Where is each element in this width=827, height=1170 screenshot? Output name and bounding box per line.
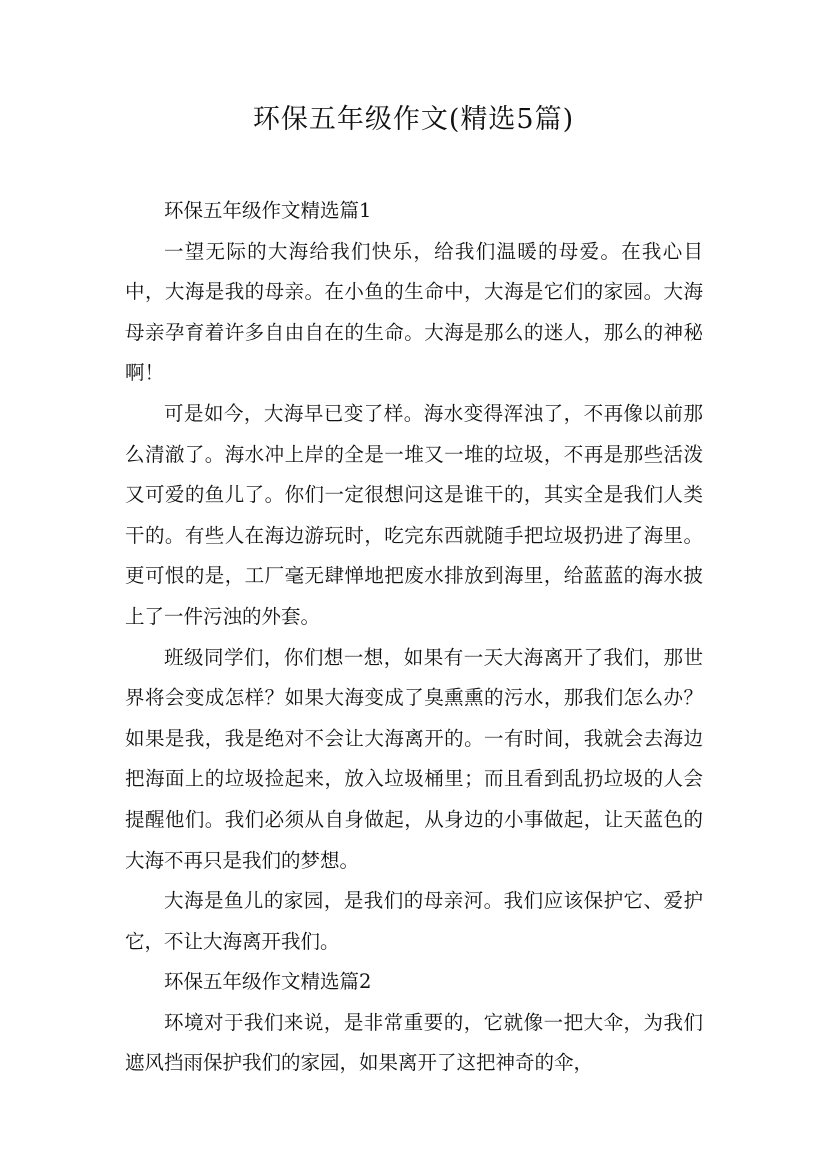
paragraph: 班级同学们，你们想一想，如果有一天大海离开了我们，那世界将会变成怎样？如果大海变成了臭熏熏的污水，那我们怎么办？如果是我，我是绝对不会让大海离开的。一有时间，我就会去海边把海面上的垃圾捡起来，放入垃圾桶里；而且看到乱扔垃圾的人会提醒他们。我们必须从自身做起，从身边的小事做起，让天蓝色的大海不再只是我们的梦想。: [125, 645, 703, 872]
section-heading-1: 环保五年级作文精选篇1: [164, 199, 372, 222]
paragraph: 大海是鱼儿的家园，是我们的母亲河。我们应该保护它、爱护它，不让大海离开我们。: [125, 889, 703, 953]
document-title: 环保五年级作文(精选5篇): [252, 104, 575, 135]
section-heading-2: 环保五年级作文精选篇2: [164, 970, 372, 994]
paragraph: 环境对于我们来说，是非常重要的，它就像一把大伞，为我们遮风挡雨保护我们的家园，如果离开了这把神奇的伞，: [125, 1010, 703, 1075]
paragraph: 可是如今，大海早已变了样。海水变得浑浊了，不再像以前那么清澈了。海水冲上岸的全是一堆又一堆的垃圾，不再是那些活泼又可爱的鱼儿了。你们一定很想问这是谁干的，其实全是我们人类干的。有些人在海边游玩时，吃完东西就随手把垃圾扔进了海里。更可恨的是，工厂毫无肆惮地把废水排放到海里，给蓝蓝的海水披上了一件污浊的外套。: [125, 401, 703, 628]
document-body: [125, 191, 703, 1084]
paragraph: 一望无际的大海给我们快乐，给我们温暖的母爱。在我心目中，大海是我的母亲。在小鱼的生命中，大海是它们的家园。大海母亲孕育着许多自由自在的生命。大海是那么的迷人，那么的神秘啊！: [125, 239, 703, 385]
